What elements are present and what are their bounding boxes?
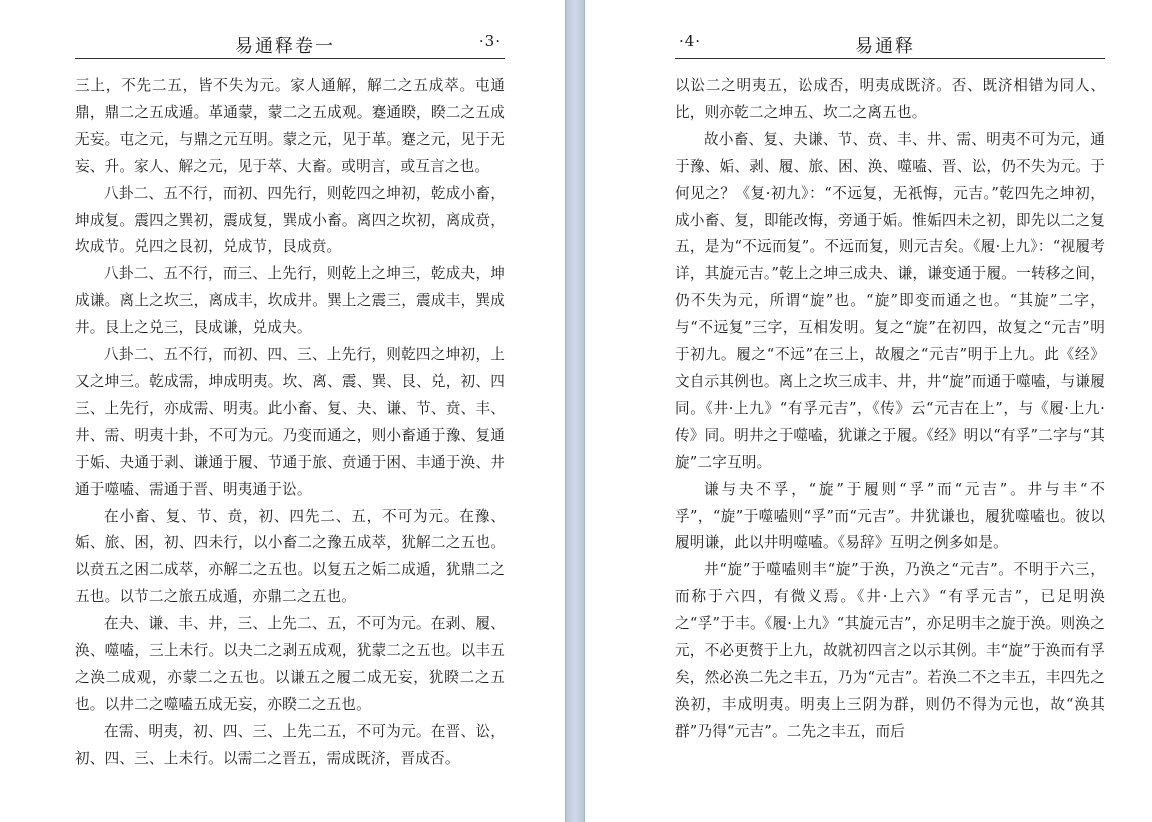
paragraph: 以讼二之明夷五，讼成否，明夷成既济。否、既济相错为同人、比，则亦乾二之坤五、坎二之离五也。 — [675, 77, 1105, 121]
page-number: ·4· — [679, 32, 702, 50]
paragraph: 井“旋”于噬嗑则丰“旋”于涣，乃涣之“元吉”。不明于六三，而称于六四，有微义焉。《井·上六》“有孚元吉”，已足明涣之“孚”于丰。《履·上九》“其旋元吉”，亦足明丰之旋于涣。则涣之元，不必更赘于上九，故就初四言之以示其例。丰“旋”于涣而有孚矣，然必涣二先之丰五，乃为“元吉”。若涣二不之丰五，丰四先之涣初，丰成明夷。明夷上三阴为群，则仍不得为元也，故“涣其群”乃得“元吉”。二先之丰五，而后 — [675, 561, 1105, 740]
page-right — [585, 0, 1152, 822]
running-header-right — [675, 32, 1105, 59]
paragraph: 在夬、谦、丰、井，三、上先二、五，不可为元。在剥、履、涣、噬嗑，三上未行。以夬二之剥五成观，犹蒙二之五也。以丰五之涣二成观，亦蒙二之五也。以谦五之履二成无妄，犹睽二之五也。以井二之噬嗑五成无妄，亦睽二之五也。 — [75, 615, 505, 713]
page-number: ·3· — [478, 32, 501, 50]
page-gutter — [565, 0, 585, 822]
paragraph: 八卦二、五不行，而三、上先行，则乾上之坤三，乾成夬，坤成谦。离上之坎三，离成丰，坎成井。巽上之震三，震成丰，巽成井。艮上之兑三，艮成谦，兑成夬。 — [75, 265, 505, 337]
page-body-left — [75, 73, 505, 773]
paragraph: 在小畜、复、节、贲，初、四先二、五，不可为元。在豫、姤、旅、困，初、四未行，以小畜二之豫五成萃，犹解二之五也。以贲五之困二成萃，亦解二之五也。以复五之姤二成遁，犹鼎二之五也。以节二之旅五成遁，亦鼎二之五也。 — [75, 507, 505, 606]
page-body-right — [675, 73, 1105, 746]
running-header-left — [75, 32, 505, 59]
header-title: 易通释卷一 — [235, 36, 335, 57]
page-left — [0, 0, 565, 822]
header-title: 易通释 — [855, 36, 915, 57]
paragraph: 在需、明夷，初、四、三、上先二五，不可为元。在晋、讼，初、四、三、上未行。以需二之晋五，需成既济，晋成否。 — [75, 722, 505, 767]
paragraph: 故小畜、复、夬谦、节、贲、丰、井、需、明夷不可为元，通于豫、姤、剥、履、旅、困、涣、噬嗑、晋、讼，仍不失为元。于何见之？《复·初九》：“不远复，无祇悔，元吉。”乾四先之坤初，成小畜、复，即能改悔，旁通于姤。惟姤四未之初，即先以二之复五，是为“不远而复”。不远而复，则元吉矣。《履·上九》：“视履考详，其旋元吉。”乾上之坤三成夬、谦，谦变通于履。一转移之间，仍不失为元，所谓“旋”也。“旋”即变而通之也。“其旋”二字，与“不远复”三字，互相发明。复之“旋”在初四，故复之“元吉”明于初九。履之“不远”在三上，故履之“元吉”明于上九。此《经》文自示其例也。离上之坎三成丰、井，井“旋”而通于噬嗑，与谦履同。《井·上九》“有孚元吉”，《传》云“元吉在上”，与《履·上九·传》同。明井之于噬嗑，犹谦之于履。《经》明以“有孚”二字与“其旋”二字互明。 — [675, 130, 1105, 471]
paragraph: 谦与夬不孚，“旋”于履则“孚”而“元吉”。井与丰“不孚”，“旋”于噬嗑则“孚”而“元吉”。井犹谦也，履犹噬嗑也。彼以履明谦，此以井明噬嗑。《易辞》互明之例多如是。 — [675, 480, 1105, 552]
paragraph: 八卦二、五不行，而初、四先行，则乾四之坤初，乾成小畜，坤成复。震四之巽初，震成复，巽成小畜。离四之坎初，离成贲，坎成节。兑四之艮初，兑成节，艮成贲。 — [75, 184, 505, 256]
paragraph: 八卦二、五不行，而初、四、三、上先行，则乾四之坤初，上又之坤三。乾成需，坤成明夷。坎、离、震、巽、艮、兑，初、四三、上先行，亦成需、明夷。此小畜、复、夬、谦、节、贲、丰、井、需、明夷十卦，不可为元。乃变而通之，则小畜通于豫、复通于姤、夬通于剥、谦通于履、节通于旅、贲通于困、丰通于涣、井通于噬嗑、需通于晋、明夷通于讼。 — [75, 346, 505, 498]
paragraph: 三上，不先二五，皆不失为元。家人通解，解二之五成萃。屯通鼎，鼎二之五成遁。革通蒙，蒙二之五成观。蹇通睽，睽二之五成无妄。屯之元，与鼎之元互明。蒙之元，见于革。蹇之元，见于无妄、升。家人、解之元，见于萃、大畜。或明言，或互言之也。 — [75, 77, 505, 175]
